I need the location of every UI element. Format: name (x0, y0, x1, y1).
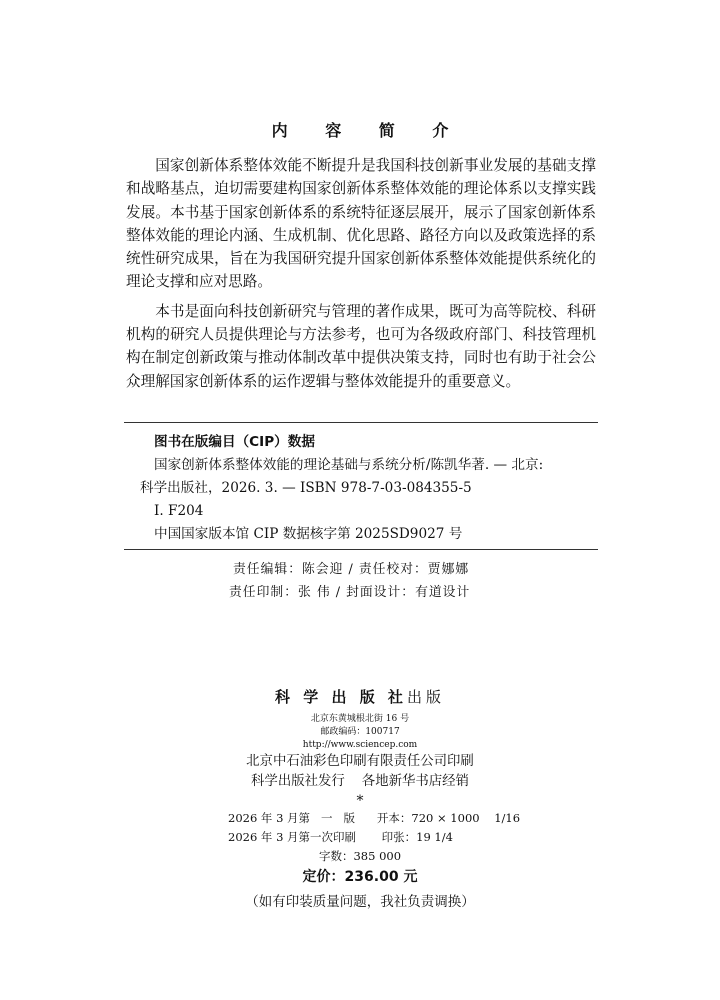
edition-line: 2026 年 3 月第 一 版 开本：720 × 1000 1/16 (228, 811, 521, 825)
quality-note: （如有印装质量问题，我社负责调换） (245, 894, 475, 910)
publisher-postcode: 邮政编码：100717 (320, 727, 400, 737)
distribution-line: 科学出版社发行 各地新华书店经销 (251, 774, 469, 789)
editor-credit: 责任编辑：陈会迎 / 责任校对：贾娜娜 (233, 562, 470, 577)
cip-heading: 图书在版编目（CIP）数据 (154, 434, 315, 450)
printing-credit: 责任印制：张 伟 / 封面设计：有道设计 (229, 585, 471, 600)
abstract-paragraph-2: 本书是面向科技创新研究与管理的著作成果，既可为高等院校、科研机构的研究人员提供理论与方法参考，也可为各级政府部门、科技管理机构在制定创新政策与推动体制改革中提供决策支持，同时也有助于社会公众理解国家创新体系的运作逻辑与整体效能提升的重要意义。 (126, 302, 596, 390)
publisher-block (0, 686, 720, 808)
printing-line: 2026 年 3 月第一次印刷 印张：19 1/4 (228, 830, 453, 844)
publisher-logo-text: 科 学 出 版 社 (275, 688, 407, 706)
cip-record-line2: 科学出版社，2026. 3. — ISBN 978-7-03-084355-5 (140, 480, 472, 496)
printer-line: 北京中石油彩色印刷有限责任公司印刷 (246, 754, 474, 769)
price: 定价：236.00 元 (302, 869, 418, 885)
publisher-address: 北京东黄城根北街 16 号 (310, 714, 410, 724)
page-title: 内 容 简 介 (271, 121, 465, 140)
cip-classification: Ⅰ. F204 (154, 503, 204, 519)
cip-block (140, 431, 594, 546)
cip-record-line1: 国家创新体系整体效能的理论基础与系统分析/陈凯华著. — 北京: (154, 457, 544, 473)
publisher-website: http://www.sciencep.com (302, 740, 418, 750)
publisher-suffix: 出版 (406, 688, 445, 706)
abstract (126, 154, 596, 399)
separator-star: * (356, 793, 364, 809)
publisher-name (0, 686, 720, 707)
abstract-paragraph-1: 国家创新体系整体效能不断提升是我国科技创新事业发展的基础支撑和战略基点，迫切需要建构国家创新体系整体效能的理论体系以支撑实践发展。本书基于国家创新体系的系统特征逐层展开，展示了国家创新体系整体效能的理论内涵、生成机制、优化思路、路径方向以及政策选择的系统性研究成果，旨在为我国研究提升国家创新体系整体效能提供系统化的理论支撑和应对思路。 (126, 157, 596, 291)
word-count: 字数：385 000 (318, 849, 402, 863)
cip-library-number: 中国国家版本馆 CIP 数据核字第 2025SD9027 号 (154, 526, 463, 542)
cip-bottom-divider (124, 549, 598, 550)
cip-top-divider (124, 422, 598, 423)
